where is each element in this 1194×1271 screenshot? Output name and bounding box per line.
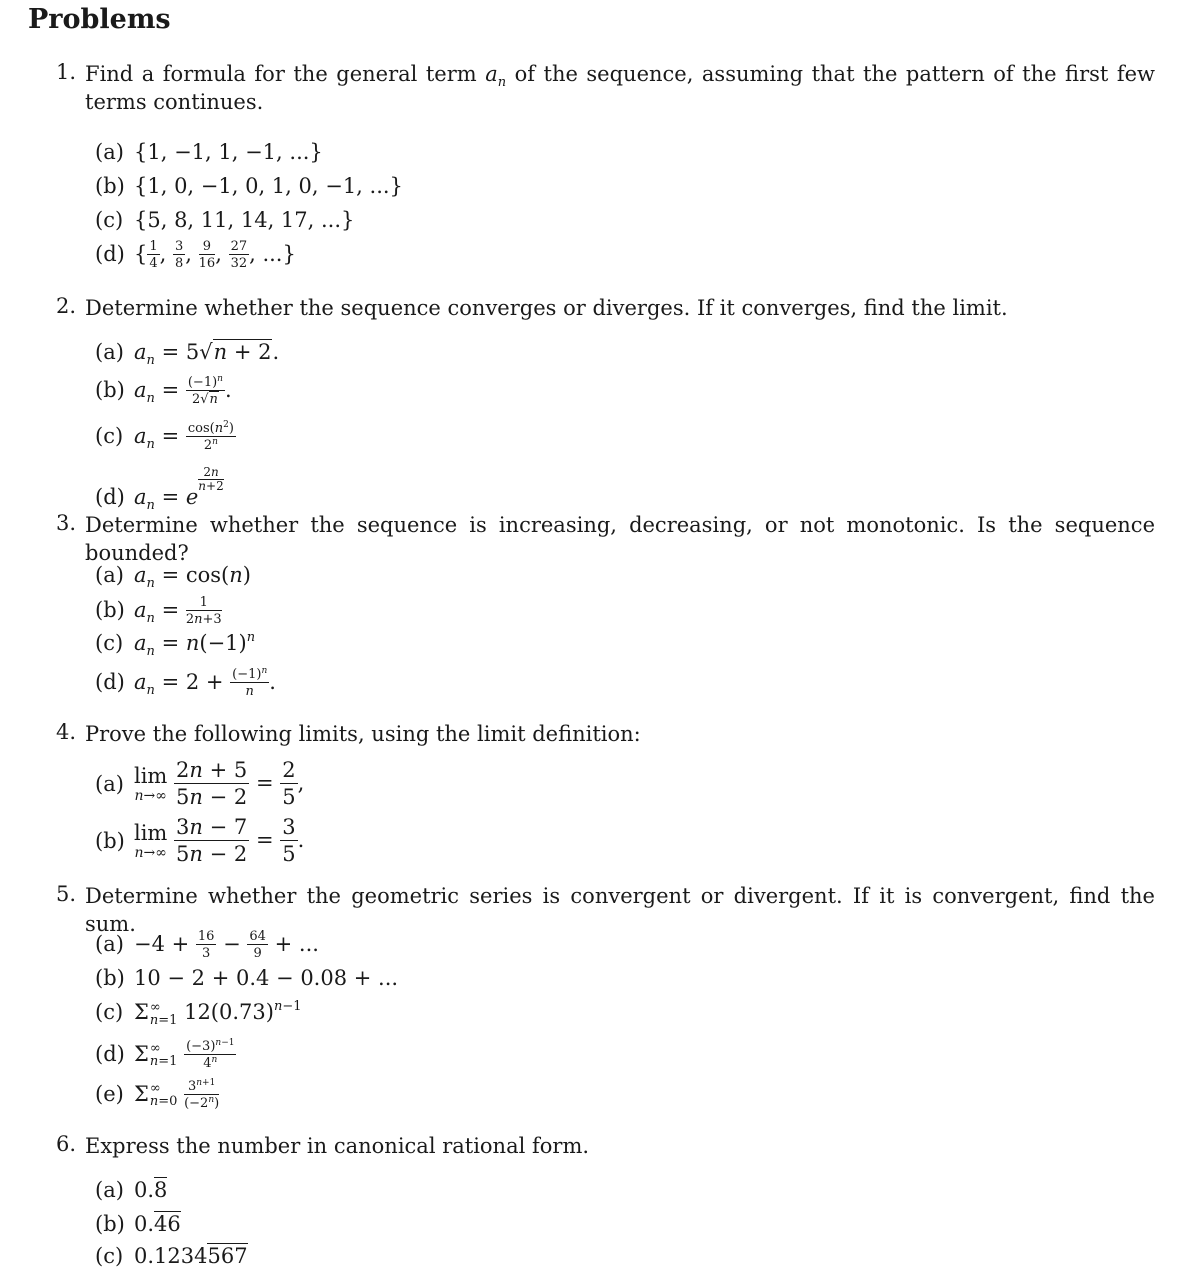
part-label: (b) [95,966,125,990]
part [95,208,354,232]
part [95,930,319,960]
part [95,630,256,659]
part-expression: $a_n = e$ $\frac{2n}{n+2}$ [134,465,224,513]
part-expression: {1, −1, 1, −1, ...} [134,140,323,164]
part-expression: $a_n = n(-1)^n$ [134,630,256,659]
part [95,140,323,164]
problem-4 [56,720,85,744]
part [95,1178,167,1202]
part-label: (d) [95,241,125,266]
problem-number: 3. [56,511,77,535]
part [95,760,304,808]
part-label: (c) [95,1000,124,1024]
part [95,1244,248,1268]
part-expression: $a_n = \cos(n)$ [134,563,251,591]
part [95,465,224,513]
part-label: (b) [95,829,125,853]
part-expression: $a_n$ = $\frac{\cos(n^2)}{2^n}$ [134,420,234,453]
part-expression: −4 + $\frac{16}{3}$ − $\frac{64}{9}$ + ... [134,929,319,961]
problem-2 [56,294,85,318]
problem-text: Determine whether the sequence is increasing, decreasing, or not monotonic. Is the sequence bounded? [85,513,1155,565]
part-expression: {5, 8, 11, 14, 17, ...} [134,208,355,232]
part [95,422,236,452]
part [95,1212,181,1236]
part-expression: $a_n$ = $\frac{(-1)^n}{2√n}$ . [134,374,232,407]
problem-number: 2. [56,294,77,318]
part [95,1080,219,1110]
problem-6 [56,1132,85,1156]
part-label: (c) [95,631,124,655]
part-expression: Σ ∞ n=1 $\frac{(-3)^{n-1}}{4^n}$ [134,1038,235,1071]
part-label: (b) [95,1212,125,1236]
part-label: (a) [95,563,124,587]
problem-text: Find a formula for the general term $a_n$ of the sequence, assuming that the pattern of the first few terms continues. [85,62,1155,114]
problem-number: 5. [56,882,77,906]
part [95,596,222,626]
part-label: (a) [95,1178,124,1202]
part-label: (a) [95,340,124,364]
part-label: (c) [95,423,124,448]
problem-text: Express the number in canonical rational form. [85,1134,590,1158]
part [95,817,304,865]
part-expression: { $\frac{1}{4}$ , $\frac{3}{8}$ , $\frac{9}{16}$ , $\frac{27}{32}$ , ...} [134,239,296,271]
problem-5 [56,882,85,906]
part [95,376,232,406]
part-expression: {1, 0, −1, 0, 1, 0, −1, ...} [134,174,403,198]
part [95,966,398,990]
part-label: (c) [95,1244,124,1268]
part-expression: $a_n = 5√n + 2$. [134,340,280,368]
part-expression: Σ ∞ n=1 $12(0.73)^{n-1}$ [134,999,302,1028]
part-expression: 10 − 2 + 0.4 − 0.08 + ... [134,966,399,990]
problem-text: Determine whether the sequence converges or diverges. If it converges, find the limit. [85,296,1008,320]
part-label: (d) [95,485,125,509]
part-label: (b) [95,377,125,402]
part-label: (c) [95,208,124,232]
part [95,563,251,591]
part-label: (d) [95,1041,125,1066]
part-expression: $a_n = 2$ + $\frac{(-1)^n}{n}$ . [134,666,276,699]
problem-3 [56,511,85,535]
problem-number: 6. [56,1132,77,1156]
part-label: (d) [95,669,125,694]
part-expression: Σ ∞ n=0 $\frac{3^{n+1}}{(-2^n)}$ [134,1078,220,1111]
problem-text: Prove the following limits, using the limit definition: [85,722,641,746]
part-expression: 0.46 [134,1212,181,1236]
part [95,340,280,368]
part-label: (b) [95,597,125,622]
part [95,1040,236,1070]
part [95,668,276,698]
part [95,1000,302,1027]
problem-number: 4. [56,720,77,744]
part-expression: lim n→∞ $\frac{3n - 7}{5n - 2}$ = $\frac{3}{5}$ . [134,815,305,866]
part [95,240,296,270]
part-expression: lim n→∞ $\frac{2n + 5}{5n - 2}$ = $\frac{2}{5}$ , [134,758,305,809]
part-expression: 0.8 [134,1178,168,1202]
part-label: (b) [95,174,125,198]
problem-text: Determine whether the geometric series is convergent or divergent. If it is convergent, find the sum. [85,884,1155,936]
part-label: (a) [95,931,124,956]
part-expression: $a_n$ = $\frac{1}{2n+3}$ [134,595,222,627]
problem-number: 1. [56,60,77,84]
part-label: (a) [95,140,124,164]
page-title: Problems [28,4,171,35]
problem-1 [56,60,85,84]
part-expression: 0.1234567 [134,1244,248,1268]
part [95,174,403,198]
part-label: (a) [95,772,124,796]
part-label: (e) [95,1081,124,1106]
